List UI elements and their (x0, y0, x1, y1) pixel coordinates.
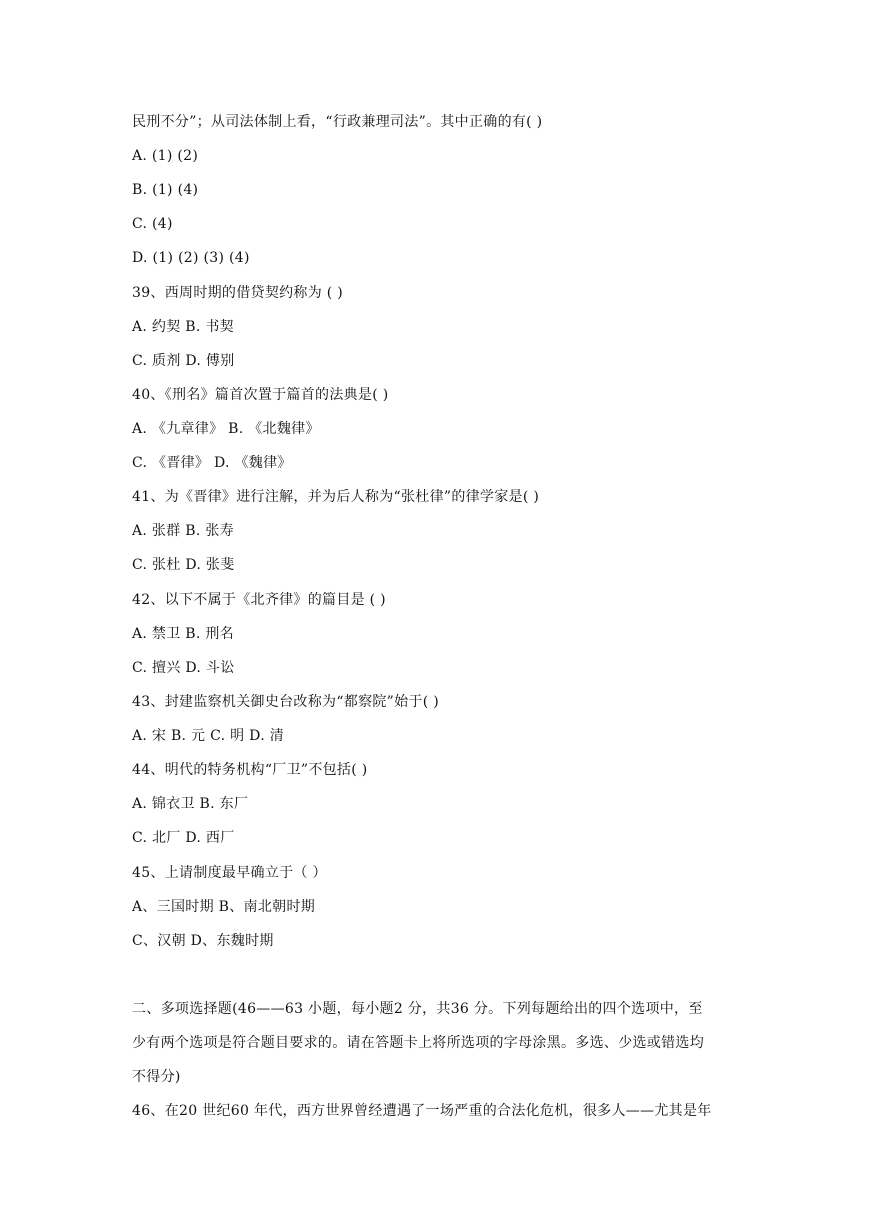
question-46: 46、在20 世纪60 年代，西方世界曾经遭遇了一场严重的合法化危机，很多人——尤其是年 (132, 1103, 712, 1119)
option-line: C、汉朝 D、东魏时期 (132, 933, 274, 949)
question-42: 42、以下不属于《北齐律》的篇目是 ( ) (132, 592, 386, 608)
option-line: C. 张杜 D. 张斐 (132, 557, 235, 573)
option-line: A. 宋 B. 元 C. 明 D. 清 (132, 728, 284, 744)
option-line: A. 张群 B. 张寿 (132, 523, 234, 539)
option-line: A. 约契 B. 书契 (132, 319, 234, 335)
option-line: A、三国时期 B、南北朝时期 (132, 899, 316, 915)
option-line: C. 质剂 D. 傅别 (132, 353, 235, 369)
option-line: A. (1) (2) (132, 148, 199, 164)
question-45: 45、上请制度最早确立于（ ） (132, 865, 327, 881)
section-heading: 二、多项选择题(46——63 小题，每小题2 分，共36 分。下列每题给出的四个选项中，至 (132, 1001, 703, 1017)
question-39: 39、西周时期的借贷契约称为 ( ) (132, 285, 344, 301)
question-41: 41、为《晋律》进行注解，并为后人称为“张杜律”的律学家是( ) (132, 489, 540, 505)
option-line: C. (4) (132, 216, 173, 232)
option-line: C. 北厂 D. 西厂 (132, 830, 235, 846)
option-line: A. 禁卫 B. 刑名 (132, 626, 234, 642)
text-line: 少有两个选项是符合题目要求的。请在答题卡上将所选项的字母涂黑。多选、少选或错选均 (132, 1035, 704, 1051)
option-line: D. (1) (2) (3) (4) (132, 250, 250, 266)
question-43: 43、封建监察机关御史台改称为“都察院”始于( ) (132, 694, 440, 710)
option-line: A. 锦衣卫 B. 东厂 (132, 796, 249, 812)
question-44: 44、明代的特务机构“厂卫”不包括( ) (132, 762, 368, 778)
option-line: B. (1) (4) (132, 182, 199, 198)
option-line: C. 《晋律》 D. 《魏律》 (132, 455, 292, 471)
text-line: 不得分) (132, 1069, 181, 1085)
option-line: C. 擅兴 D. 斗讼 (132, 660, 235, 676)
question-40: 40、《刑名》篇首次置于篇首的法典是( ) (132, 387, 389, 403)
text-line: 民刑不分”；从司法体制上看，“行政兼理司法”。其中正确的有( ) (132, 114, 543, 130)
option-line: A. 《九章律》 B. 《北魏律》 (132, 421, 320, 437)
